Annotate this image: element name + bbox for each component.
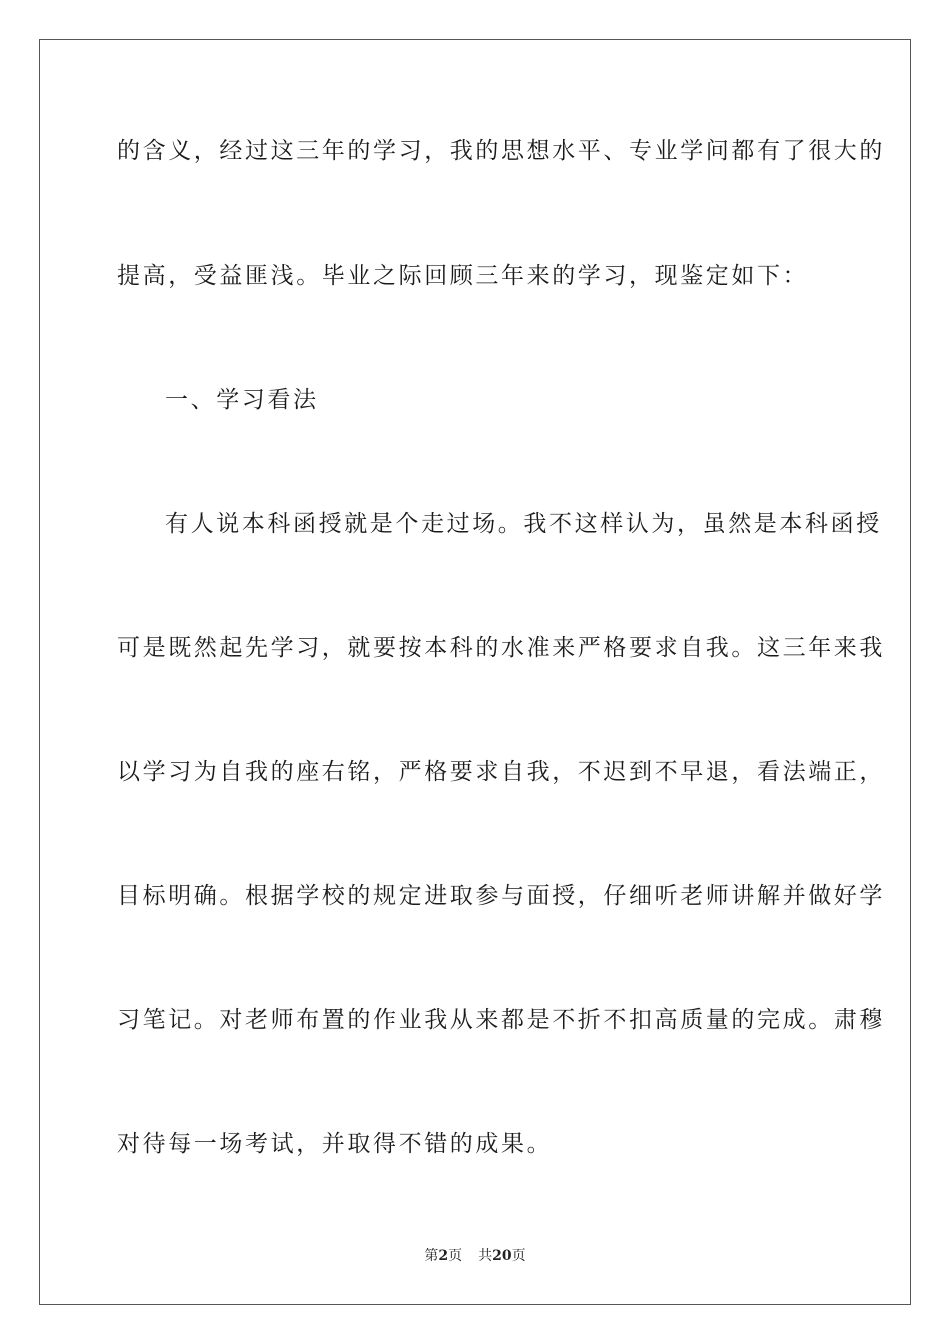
page-suffix: 页	[448, 1248, 463, 1264]
body-text-line-5: 以学习为自我的座右铭，严格要求自我，不迟到不早退，看法端正，	[117, 759, 885, 785]
body-text-line-3: 有人说本科函授就是个走过场。我不这样认为，虽然是本科函授	[165, 511, 882, 537]
body-text-line-4: 可是既然起先学习，就要按本科的水准来严格要求自我。这三年来我	[117, 635, 885, 661]
page-prefix: 第	[424, 1248, 439, 1264]
body-text-line-8: 对待每一场考试，并取得不错的成果。	[117, 1131, 553, 1157]
total-prefix: 共	[478, 1248, 493, 1264]
page-border	[39, 39, 911, 1305]
total-suffix: 页	[511, 1248, 526, 1264]
page-footer	[0, 1247, 950, 1265]
body-text-line-6: 目标明确。根据学校的规定进取参与面授，仔细听老师讲解并做好学	[117, 883, 885, 909]
body-text-line-7: 习笔记。对老师布置的作业我从来都是不折不扣高质量的完成。肃穆	[117, 1007, 885, 1033]
total-pages-number: 20	[492, 1248, 512, 1264]
current-page-number: 2	[438, 1248, 449, 1264]
body-text-line-2: 提高，受益匪浅。毕业之际回顾三年来的学习，现鉴定如下：	[117, 263, 809, 289]
section-heading: 一、学习看法	[165, 387, 319, 413]
body-text-line-1: 的含义，经过这三年的学习，我的思想水平、专业学问都有了很大的	[117, 138, 885, 164]
